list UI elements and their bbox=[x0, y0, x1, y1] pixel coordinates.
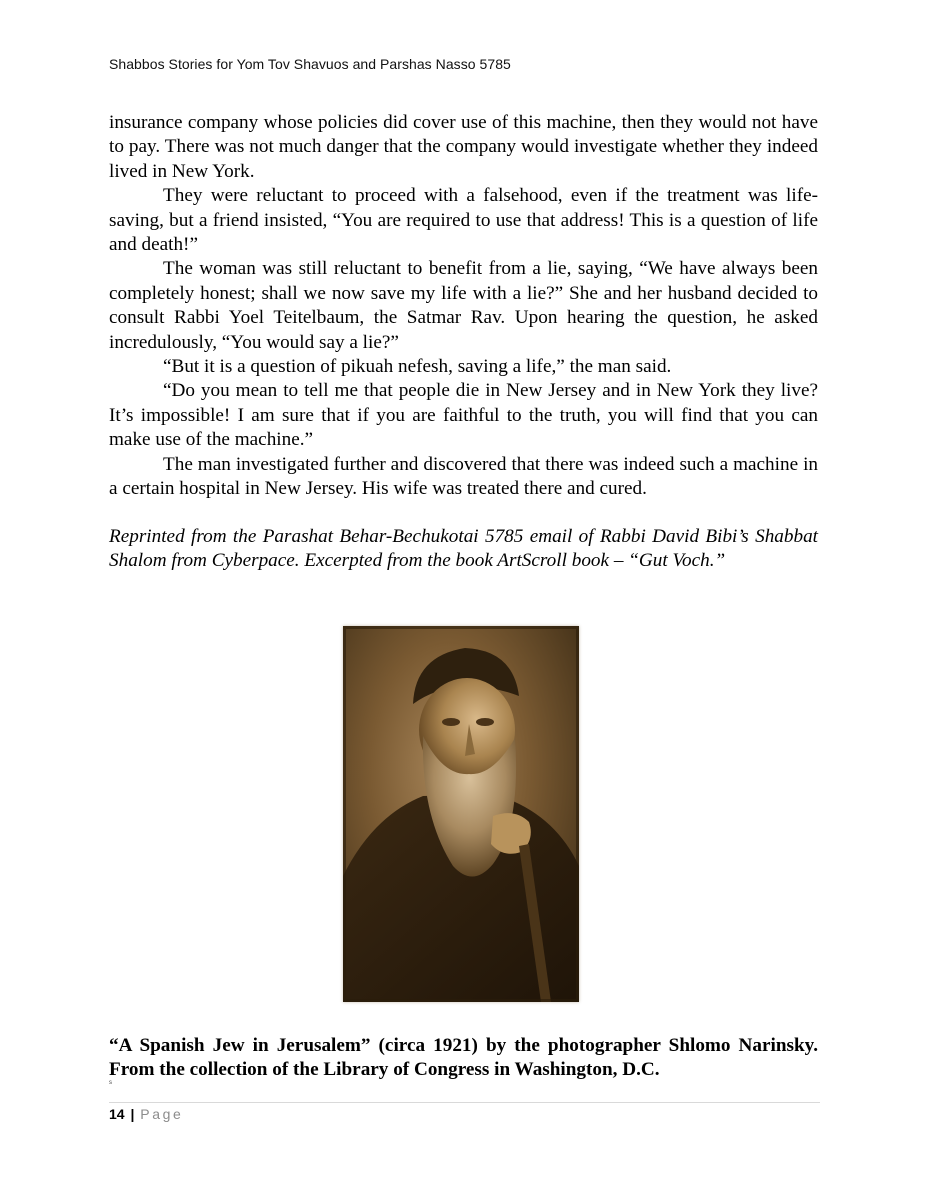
paragraph: The man investigated further and discovered that there was indeed such a machine in a certain hospital in New Jersey. His wife was treated there and cured. bbox=[109, 453, 818, 500]
source-attribution: Reprinted from the Parashat Behar-Bechukotai 5785 email of Rabbi David Bibi’s Shabbat Shalom from Cyberpace. Excerpted from the book ArtScroll book – “Gut Voch.” bbox=[109, 526, 818, 572]
page-number: 14 bbox=[109, 1106, 125, 1122]
portrait-image bbox=[343, 626, 579, 1002]
footer-separator: | bbox=[130, 1106, 135, 1122]
paragraph: They were reluctant to proceed with a falsehood, even if the treatment was life-saving, but a friend insisted, “You are required to use that address! This is a question of life and death!” bbox=[109, 185, 818, 256]
paragraph: “But it is a question of pikuah nefesh, saving a life,” the man said. bbox=[163, 356, 672, 378]
page-footer bbox=[109, 1106, 183, 1122]
paragraph: “Do you mean to tell me that people die in New Jersey and in New York they live? It’s impossible! I am sure that if you are faithful to the truth, you will find that you can make use of the machine.” bbox=[109, 380, 818, 451]
paragraph-continuation: insurance company whose policies did cover use of this machine, then they would not have to pay. There was not much danger that the company would investigate whether they indeed lived in New York. bbox=[109, 112, 818, 182]
footer-divider bbox=[109, 1102, 820, 1103]
paragraph: The woman was still reluctant to benefit from a lie, saying, “We have always been completely honest; shall we now save my life with a lie?” She and her husband decided to consult Rabbi Yoel Teitelbaum, the Satmar Rav. Upon hearing the question, he asked incredulously, “You would say a lie?” bbox=[109, 258, 818, 353]
photo-caption: “A Spanish Jew in Jerusalem” (circa 1921) by the photographer Shlomo Narinsky. From the collection of the Library of Congress in Washington, D.C. bbox=[109, 1035, 818, 1081]
page-label: Page bbox=[140, 1106, 184, 1122]
stray-mark: s bbox=[109, 1080, 112, 1086]
portrait-photograph bbox=[343, 626, 579, 1002]
running-header: Shabbos Stories for Yom Tov Shavuos and Parshas Nasso 5785 bbox=[109, 56, 511, 72]
story-body bbox=[109, 111, 818, 502]
